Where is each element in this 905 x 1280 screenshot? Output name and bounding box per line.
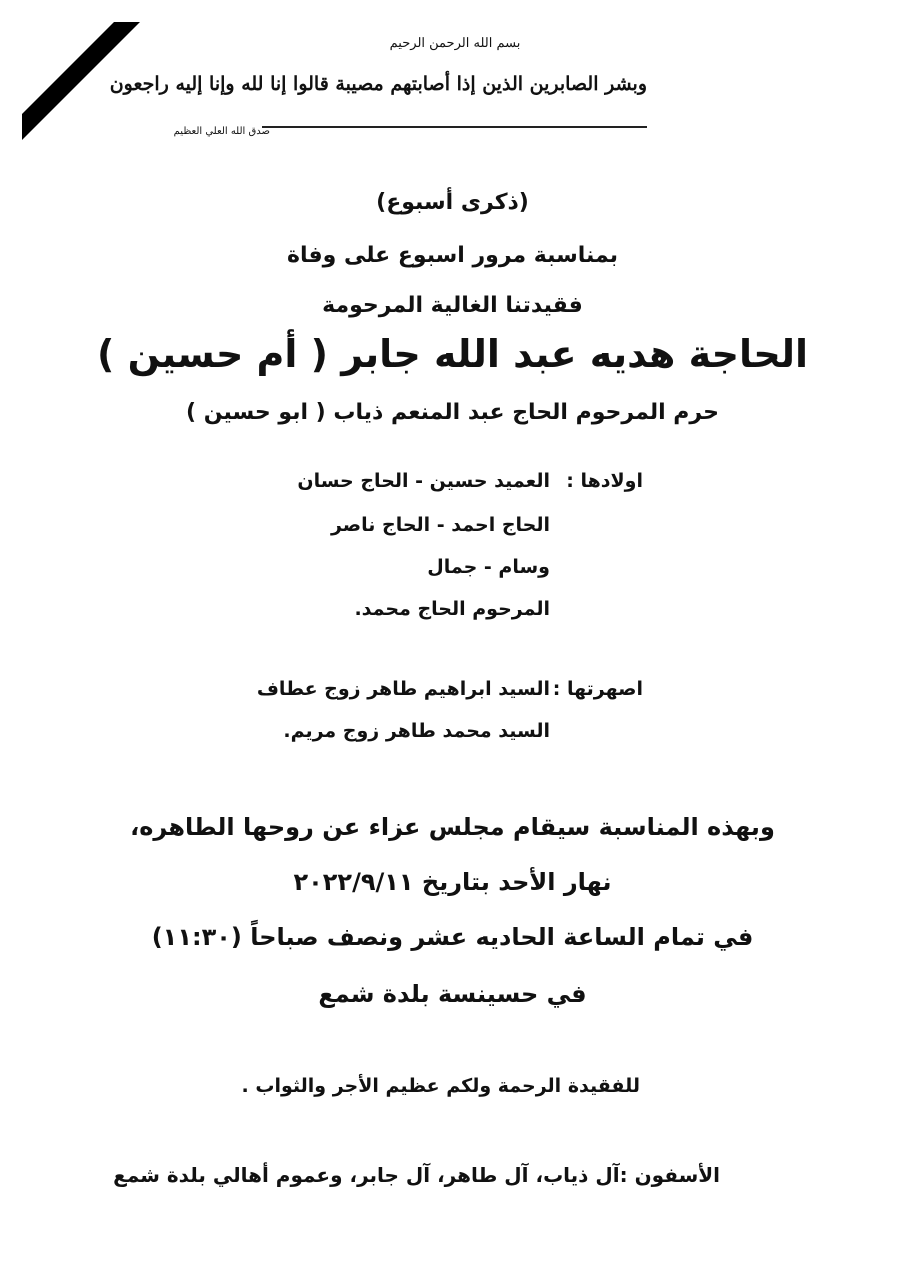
verse-underline xyxy=(262,126,647,128)
sons-in-law-label: اصهرتها : xyxy=(552,678,643,700)
quran-verse: وبشر الصابرين الذين إذا أصابتهم مصيبة قالوا إنا لله وإنا إليه راجعون xyxy=(109,73,647,95)
children-label: اولادها : xyxy=(566,470,643,492)
ceremony-place: في حسينسة بلدة شمع xyxy=(318,980,587,1008)
children-line: وسام - جمال xyxy=(427,556,550,578)
notice-late-one: فقيدتنا الغالية المرحومة xyxy=(322,293,583,318)
deceased-name: الحاجة هديه عبد الله جابر ( أم حسين ) xyxy=(96,332,809,376)
children-line: المرحوم الحاج محمد. xyxy=(354,598,550,620)
notice-occasion: بمناسبة مرور اسبوع على وفاة xyxy=(286,243,619,268)
ceremony-majlis: وبهذه المناسبة سيقام مجلس عزاء عن روحها الطاهره، xyxy=(130,813,775,841)
basmala: بسم الله الرحمن الرحيم xyxy=(389,36,521,51)
deceased-wife-of: حرم المرحوم الحاج عبد المنعم ذياب ( ابو حسين ) xyxy=(186,400,719,425)
ceremony-time: في تمام الساعة الحاديه عشر ونصف صباحاً (١١:٣٠) xyxy=(151,923,754,951)
sons-in-law-line: السيد محمد طاهر زوج مريم. xyxy=(283,720,550,742)
closing-mourners: الأسفون :آل ذياب، آل طاهر، آل جابر، وعموم أهالي بلدة شمع xyxy=(113,1163,720,1187)
children-line: الحاج احمد - الحاج ناصر xyxy=(330,514,550,536)
closing-mercy: للفقيدة الرحمة ولكم عظيم الأجر والثواب . xyxy=(241,1075,640,1097)
children-line: العميد حسين - الحاج حسان xyxy=(297,470,550,492)
sons-in-law-line: السيد ابراهيم طاهر زوج عطاف xyxy=(256,678,550,700)
ceremony-day: نهار الأحد بتاريخ ٢٠٢٢/٩/١١ xyxy=(293,868,612,896)
verse-attribution: صدق الله العلي العظيم xyxy=(173,126,270,137)
notice-title: (ذكرى أسبوع) xyxy=(376,190,529,215)
